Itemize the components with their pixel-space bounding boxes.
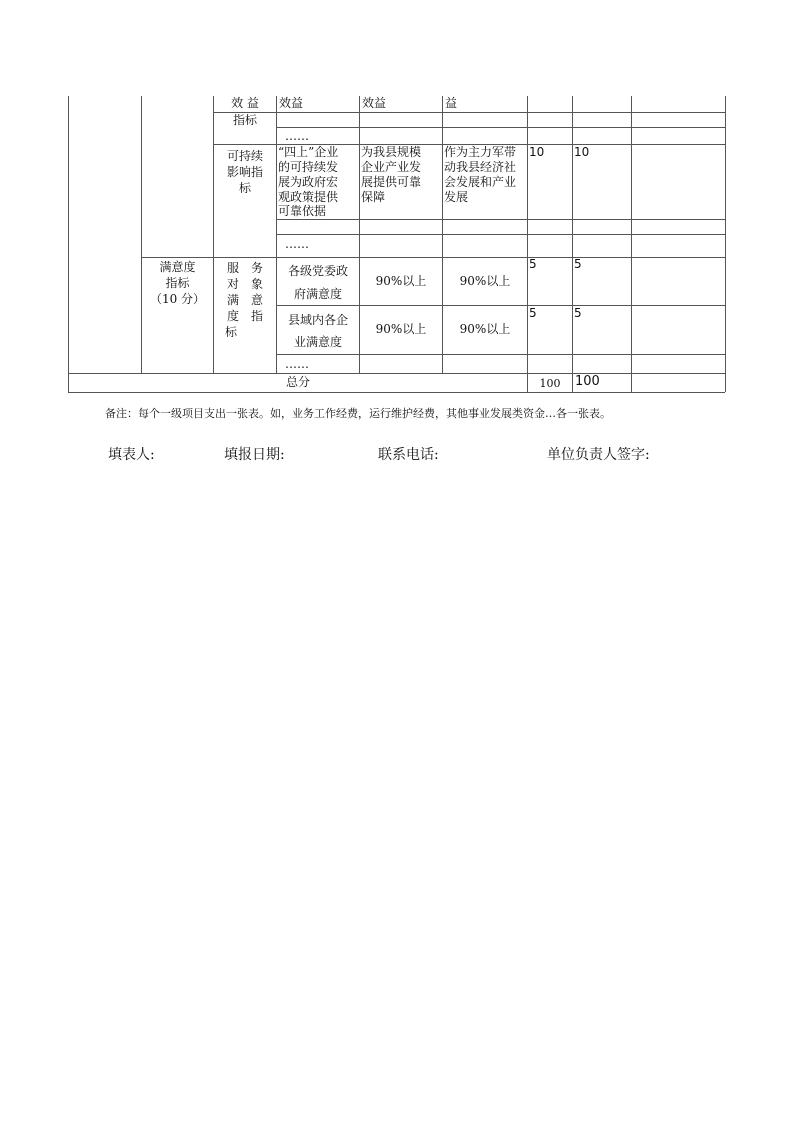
sustain-col2-line2: 企业产业发	[361, 160, 422, 174]
benefit-col2: 效益	[362, 96, 387, 110]
rule-satisfaction-top	[141, 257, 725, 258]
sustain-col2-line1: 为我县规模	[361, 145, 422, 159]
sustain-indicator-line2: 影响指	[226, 165, 263, 179]
sat-row1-weight: 5	[529, 257, 537, 271]
sustain-score: 10	[574, 145, 590, 159]
rule-col-score	[572, 96, 573, 392]
sat-row2-name-line2: 业满意度	[293, 335, 342, 349]
sustain-col3-line3: 会发展和产业	[444, 175, 517, 189]
total-score: 100	[575, 374, 600, 389]
sustain-col1-line2: 的可持续发	[278, 160, 339, 174]
sat-row2-weight: 5	[529, 306, 537, 320]
sat-row1-score: 5	[574, 257, 582, 271]
sat-row1-actual: 90%以上	[459, 274, 511, 288]
sat-row2-name-line1: 县域内各企	[287, 313, 348, 327]
sustain-col3-line4: 发展	[444, 190, 469, 204]
sustain-col2-line3: 展提供可靠	[361, 175, 422, 189]
footer-signature: 单位负责人签字:	[547, 447, 650, 463]
rule-col-sub	[213, 96, 214, 373]
satisfaction-category-line2: 指标	[165, 276, 190, 290]
benefit-indicator-line2: 指标	[232, 113, 257, 127]
sat-row1-name-line2: 府满意度	[293, 287, 342, 301]
footer-filler: 填表人:	[108, 447, 155, 463]
satisfaction-sub-line1: 服 务	[226, 261, 263, 275]
rule-col-indicator	[276, 96, 277, 373]
sustain-col3-line2: 动我县经济社	[444, 160, 517, 174]
rule-col-reason	[631, 96, 632, 392]
sustain-col1-line4: 观政策提供	[278, 190, 339, 204]
total-weight: 100	[539, 377, 561, 390]
rule-col-category	[141, 96, 142, 373]
rule-col-left	[68, 96, 69, 392]
remark-note: 备注：每个一级项目支出一张表。如，业务工作经费，运行维护经费，其他事业发展类资金…各一张表。	[105, 407, 611, 420]
sat-row2-actual: 90%以上	[459, 322, 511, 336]
footer-date: 填报日期:	[224, 447, 285, 463]
satisfaction-category-line1: 满意度	[159, 260, 196, 274]
sustain-weight: 10	[529, 145, 545, 159]
sat-row1-target: 90%以上	[375, 274, 427, 288]
sustain-indicator-line3: 标	[238, 181, 251, 195]
total-label: 总分	[285, 375, 310, 389]
rule-total-bottom	[68, 392, 725, 393]
sustain-col1-line1: “四上”企业	[278, 145, 339, 159]
sustain-indicator-line1: 可持续	[226, 149, 263, 163]
rule-benefit-bottom	[213, 112, 725, 113]
benefit-col3: 益	[445, 96, 458, 110]
satisfaction-category-line3: （10 分）	[149, 292, 206, 306]
footer-phone: 联系电话:	[378, 447, 439, 463]
satisfaction-sub-line3: 满 意	[226, 293, 263, 307]
satisfaction-sub-line5: 标	[225, 325, 238, 339]
satisfaction-sub-line2: 对 象	[226, 277, 263, 291]
satisfaction-sub-line4: 度 指	[226, 309, 263, 323]
rule-col-right	[725, 96, 726, 392]
sustain-col1-line5: 可靠依据	[278, 204, 327, 218]
rule-sat-row1-bottom	[276, 305, 725, 306]
ellipsis-3: ……	[285, 357, 309, 371]
ellipsis-2: ……	[285, 237, 309, 251]
sustain-col2-line4: 保障	[361, 190, 386, 204]
rule-total-top	[68, 373, 725, 374]
rule-col-weight	[527, 96, 528, 392]
rule-sustain-bottom	[276, 219, 725, 220]
benefit-col1: 效益	[279, 96, 304, 110]
ellipsis-1: ……	[285, 129, 309, 143]
benefit-indicator-line1: 效 益	[231, 96, 259, 110]
rule-blank-bottom	[276, 234, 725, 235]
rule-sat-row2-bottom	[276, 354, 725, 355]
sustain-col1-line3: 展为政府宏	[278, 175, 339, 189]
sat-row2-target: 90%以上	[375, 322, 427, 336]
sustain-col3-line1: 作为主力军带	[444, 145, 517, 159]
sat-row1-name-line1: 各级党委政	[287, 264, 348, 278]
sat-row2-score: 5	[574, 306, 582, 320]
rule-ellipsis1-top	[276, 127, 725, 128]
